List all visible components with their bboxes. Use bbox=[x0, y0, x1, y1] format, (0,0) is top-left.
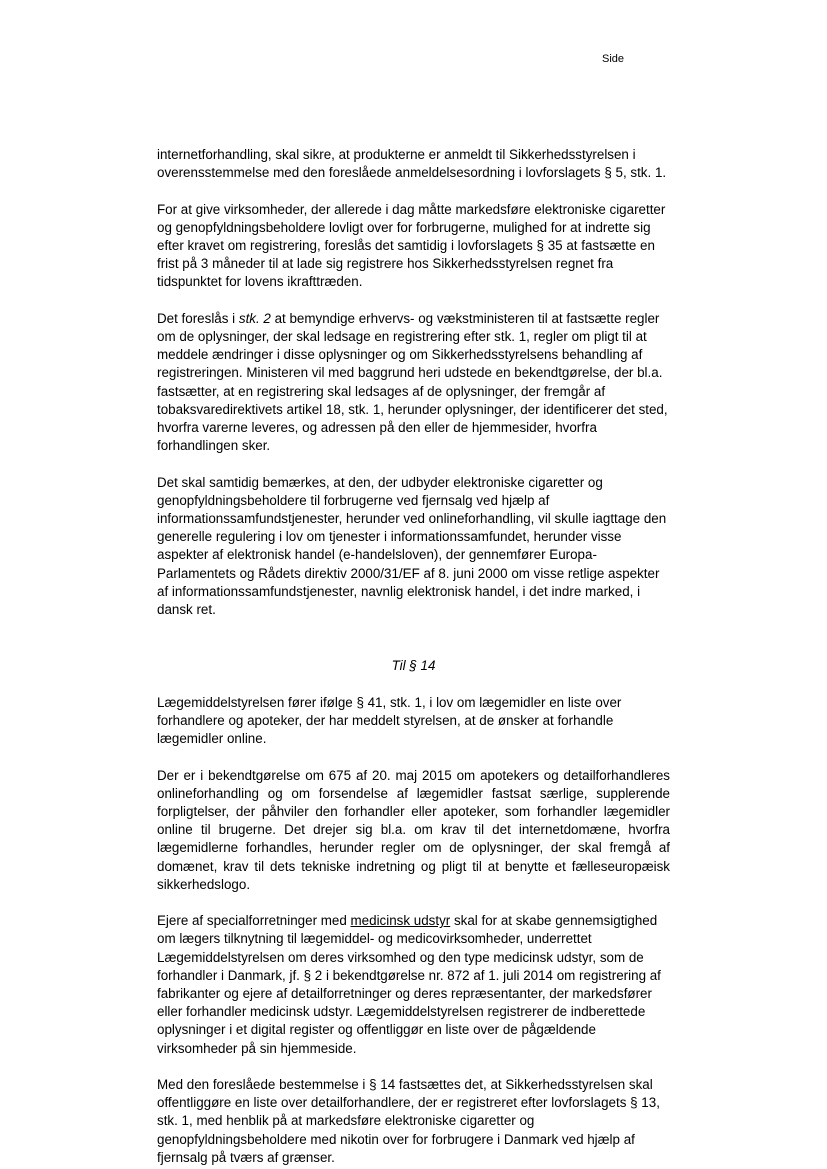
paragraph-8: Med den foreslåede bestemmelse i § 14 fastsættes det, at Sikkerhedsstyrelsen skal offentliggøre en liste over detailforhandlere, der er registreret efter lovforslagets § 13, stk. 1, med henblik på at markedsføre elektroniske cigaretter og genopfyldningsbeholdere med nikotin over for forbrugere i Danmark ved hjælp af fjernsalg på tværs af grænser. bbox=[157, 1077, 660, 1165]
paragraph-3-text-start: Det foreslås i bbox=[157, 310, 239, 326]
paragraph-7-text-end: skal for at skabe gennemsigtighed om lægers tilknytning til lægemiddel- og medicovirksomheder, underrettet Lægemiddelstyrelsen om deres virksomhed og den type medicinsk udstyr, som de forhandler i Danmark, jf. § 2 i bekendtgørelse nr. 872 af 1. juli 2014 om registrering af fabrikanter og ejere af detailforretninger og deres repræsentanter, der markedsfører eller forhandler medicinsk udstyr. Lægemiddelstyrelsen registrerer de indberettede oplysninger i et digital register og offentliggør en liste over de pågældende virksomheder på sin hjemmeside. bbox=[157, 913, 661, 1056]
document-body bbox=[157, 146, 670, 1167]
paragraph-1: internetforhandling, skal sikre, at produkterne er anmeldt til Sikkerhedsstyrelsen i overensstemmelse med den foreslåede anmeldelsesordning i lovforslagets § 5, stk. 1. bbox=[157, 147, 667, 181]
section-spacer bbox=[157, 637, 670, 657]
paragraph-4: Det skal samtidig bemærkes, at den, der udbyder elektroniske cigaretter og genopfyldningsbeholdere til forbrugerne ved fjernsalg ved hjælp af informationssamfundstjenester, herunder ved onlineforhandling, vil skulle iagttage den generelle regulering i lov om tjenester i informationssamfundet, herunder visse aspekter af elektronisk handel (e-handelsloven), der gennemfører Europa-Parlamentets og Rådets direktiv 2000/31/EF af 8. juni 2000 om visse retlige aspekter af informationssamfundstjenester, navnlig elektronisk handel, i det indre marked, i dansk ret. bbox=[157, 474, 667, 618]
paragraph-3 bbox=[157, 310, 670, 456]
paragraph-7-text-start: Ejere af specialforretninger med bbox=[157, 913, 351, 929]
paragraph-3-italic-ref: stk. 2 bbox=[238, 310, 271, 326]
paragraph-7 bbox=[157, 912, 670, 1058]
section-heading: Til § 14 bbox=[391, 658, 436, 674]
paragraph-5: Lægemiddelstyrelsen fører ifølge § 41, stk. 1, i lov om lægemidler en liste over forhandlere og apoteker, der har meddelt styrelsen, at de ønsker at forhandle lægemidler online. bbox=[157, 694, 622, 747]
paragraph-6: Der er i bekendtgørelse om 675 af 20. maj 2015 om apotekers og detailforhandleres onlineforhandling og om forsendelse af lægemidler fastsat særlige, supplerende forpligtelser, der påhviler den forhandler eller apoteker, som forhandler lægemidler online til brugerne. Det drejer sig bl.a. om krav til det internetdomæne, hvorfra lægemidlerne forhandles, herunder regler om de oplysninger, der skal fremgå af domænet, krav til dets tekniske indretning og pligt til at benytte et fælleseuropæisk sikkerhedslogo. bbox=[157, 767, 670, 892]
paragraph-2: For at give virksomheder, der allerede i dag måtte markedsføre elektroniske cigaretter og genopfyldningsbeholdere lovligt over for forbrugerne, mulighed for at indrette sig efter kravet om registrering, foreslås det samtidig i lovforslagets § 35 at fastsætte en frist på 3 måneder til at lade sig registrere hos Sikkerhedsstyrelsen regnet fra tidspunktet for lovens ikrafttræden. bbox=[157, 201, 666, 290]
paragraph-3-text-end: at bemyndige erhvervs- og vækstministeren til at fastsætte regler om de oplysninger, der skal ledsage en registrering efter stk. 1, regler om pligt til at meddele ændringer i disse oplysninger og om Sikkerhedsstyrelsens behandling af registreringen. Ministeren vil med baggrund heri udstede en bekendtgørelse, der bl.a. fastsætter, at en registrering skal ledsages af de oplysninger, der fremgår af tobaksvaredirektivets artikel 18, stk. 1, herunder oplysninger, der identificerer det sted, hvorfra varerne leveres, og adressen på den eller de hjemmesider, hvorfra forhandlingen sker. bbox=[157, 310, 668, 454]
medicinsk-udstyr-link[interactable]: medicinsk udstyr bbox=[350, 913, 451, 929]
page-header-label: Side bbox=[602, 53, 625, 65]
